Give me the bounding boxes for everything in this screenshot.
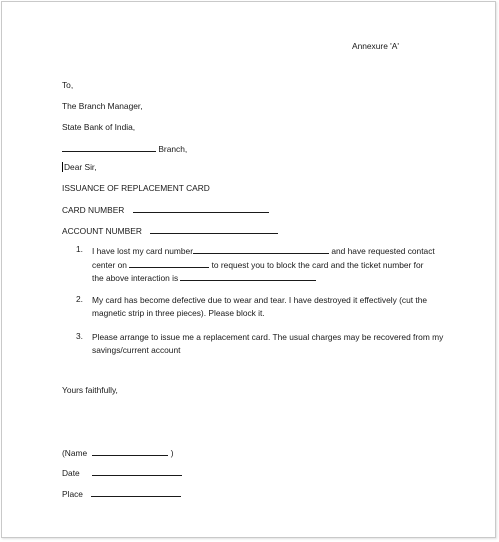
branch-blank[interactable] — [62, 142, 156, 152]
list-item — [76, 331, 446, 356]
lost-card-number-blank[interactable] — [193, 244, 329, 254]
salutation: Dear Sir, — [64, 162, 97, 172]
name-blank[interactable] — [92, 446, 168, 456]
item-list — [76, 294, 446, 319]
closing: Yours faithfully, — [62, 385, 118, 395]
text-cursor — [62, 162, 63, 172]
recipient-bank: State Bank of India, — [62, 122, 136, 132]
subject-line: ISSUANCE OF REPLACEMENT CARD — [62, 183, 210, 193]
place-row — [62, 487, 181, 499]
item-number: 2. — [76, 294, 83, 304]
item-list — [76, 244, 446, 285]
name-row — [62, 446, 174, 458]
date-label: Date — [62, 468, 80, 478]
branch-line — [62, 142, 187, 154]
name-label: (Name — [62, 448, 88, 458]
annexure-label: Annexure 'A' — [352, 41, 399, 51]
date-row — [62, 466, 182, 478]
list-item — [76, 294, 446, 319]
item-number: 1. — [76, 244, 83, 254]
item-number: 3. — [76, 331, 83, 341]
account-number-label: ACCOUNT NUMBER — [62, 226, 142, 236]
ticket-number-blank[interactable] — [180, 271, 316, 281]
item-text: My card has become defective due to wear and tear. I have destroyed it effectively (cut the magnetic strip in three pieces). Please block it. — [92, 295, 428, 318]
name-close: ) — [170, 448, 174, 458]
letter-page — [1, 1, 496, 538]
date-blank[interactable] — [92, 466, 182, 476]
to-line: To, — [62, 80, 74, 90]
place-blank[interactable] — [91, 487, 181, 497]
card-number-label: CARD NUMBER — [62, 205, 125, 215]
card-number-row — [62, 203, 269, 215]
recipient-title: The Branch Manager, — [62, 101, 143, 111]
branch-suffix: Branch, — [158, 144, 188, 154]
contact-date-blank[interactable] — [129, 258, 209, 268]
account-number-row — [62, 224, 278, 236]
item-text: I have lost my card number and have requested contact center on to request you to block the card and the ticket number for the above interaction is — [92, 246, 435, 283]
item-text: Please arrange to issue me a replacement card. The usual charges may be recovered from my savings/current account — [92, 332, 444, 355]
item-list — [76, 331, 446, 356]
place-label: Place — [62, 489, 83, 499]
list-item — [76, 244, 446, 285]
card-number-blank[interactable] — [133, 203, 269, 213]
account-number-blank[interactable] — [150, 224, 278, 234]
